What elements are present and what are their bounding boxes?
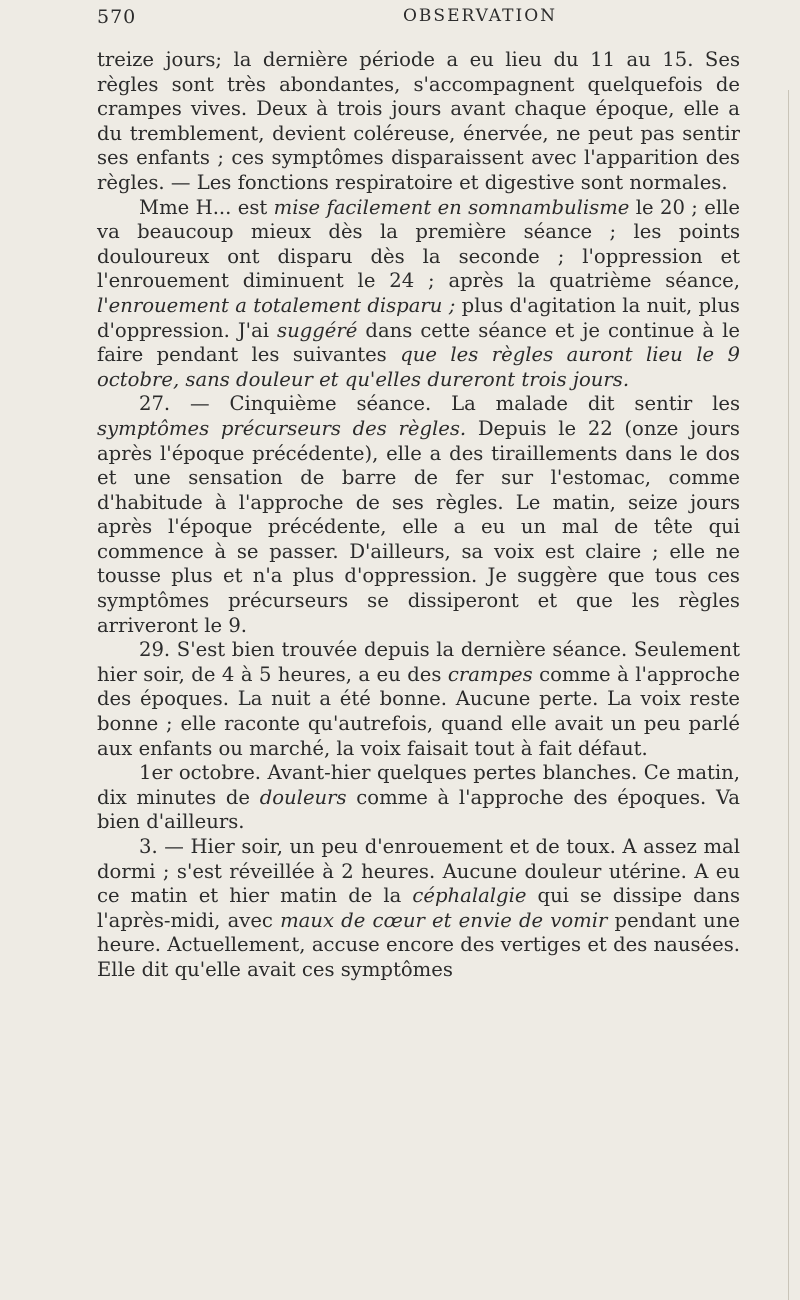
page-edge-line [788, 90, 789, 1300]
text-run: 3. — Hier soir, un peu d'enrouement et de toux. A assez mal dormi ; s'est réveillée à 2 heures. Aucune douleur utérine. A eu ce matin et hier matin de la [97, 835, 740, 908]
text-run: dans cette séance et je continue à le faire pendant les suivantes [97, 318, 740, 367]
italic-text: céphalalgie [412, 884, 527, 908]
paragraph [97, 638, 740, 761]
italic-text: mise facilement en somnambulisme [273, 195, 630, 219]
text-run: treize jours; la dernière période a eu lieu du 11 au 15. Ses règles sont très abondantes, s'accompagnent quelquefois de crampes vives. Deux à trois jours avant chaque époque, elle a du tremblement, devient coléreuse, énervée, ne peut pas sentir ses enfants ; ces symptômes disparaissent avec l'apparition des règles. — Les fonctions respiratoire et digestive sont normales. [97, 48, 740, 194]
text-run: 27. — Cinquième séance. La malade dit sentir les [139, 392, 740, 416]
italic-text: que les règles auront lieu le 9 octobre, sans douleur et qu'elles dureront trois jours. [97, 343, 740, 391]
page-number: 570 [97, 6, 137, 28]
text-run: comme à l'approche des époques. Va bien d'ailleurs. [97, 785, 740, 834]
italic-text: crampes [447, 662, 533, 686]
paragraph [97, 761, 740, 835]
italic-text: douleurs [259, 785, 347, 809]
text-run: Depuis le 22 (onze jours après l'époque précédente), elle a des tiraillements dans le dos et une sensation de barre de fer sur l'estomac, comme d'habitude à l'approche de ses règles. Le matin, seize jours après l'époque précédente, elle a eu un mal de tête qui commence à se passer. D'ailleurs, sa voix est claire ; elle ne tousse plus et n'a plus d'oppression. Je suggère que tous ces symptômes précurseurs se dissiperont et que les règles arriveront le 9. [97, 416, 740, 637]
paragraph [97, 48, 740, 196]
italic-text: symptômes précurseurs des règles. [97, 416, 467, 440]
text-run: comme à l'approche des époques. La nuit a été bonne. Aucune perte. La voix reste bonne ; elle raconte qu'autrefois, quand elle avait un peu parlé aux enfants ou marché, la voix faisait tout à fait défaut. [97, 662, 740, 760]
paragraph [97, 196, 740, 393]
body-text [97, 48, 740, 983]
text-run: Mme H... est [139, 195, 274, 219]
italic-text: suggéré [277, 318, 358, 342]
italic-text: maux de cœur et envie de vomir [280, 908, 608, 932]
paragraph [97, 835, 740, 983]
text-run: qui se dissipe dans l'après-midi, avec [97, 884, 740, 932]
paragraph [97, 392, 740, 638]
running-head: OBSERVATION [403, 6, 558, 26]
text-run: plus d'agitation la nuit, plus d'oppression. J'ai [97, 293, 740, 342]
italic-text: l'enrouement a totalement disparu ; [97, 293, 456, 317]
text-run: 1er octobre. Avant-hier quelques pertes blanches. Ce matin, dix minutes de [97, 761, 740, 809]
text-run: le 20 ; elle va beaucoup mieux dès la première séance ; les points douloureux ont disparu dès la seconde ; l'oppression et l'enrouement diminuent le 24 ; après la quatrième séance, [97, 195, 740, 293]
page-header [97, 6, 737, 30]
text-run: 29. S'est bien trouvée depuis la dernière séance. Seulement hier soir, de 4 à 5 heures, a eu des [97, 638, 740, 686]
text-run: pendant une heure. Actuellement, accuse encore des vertiges et des nausées. Elle dit qu'elle avait ces symptômes [97, 908, 741, 981]
